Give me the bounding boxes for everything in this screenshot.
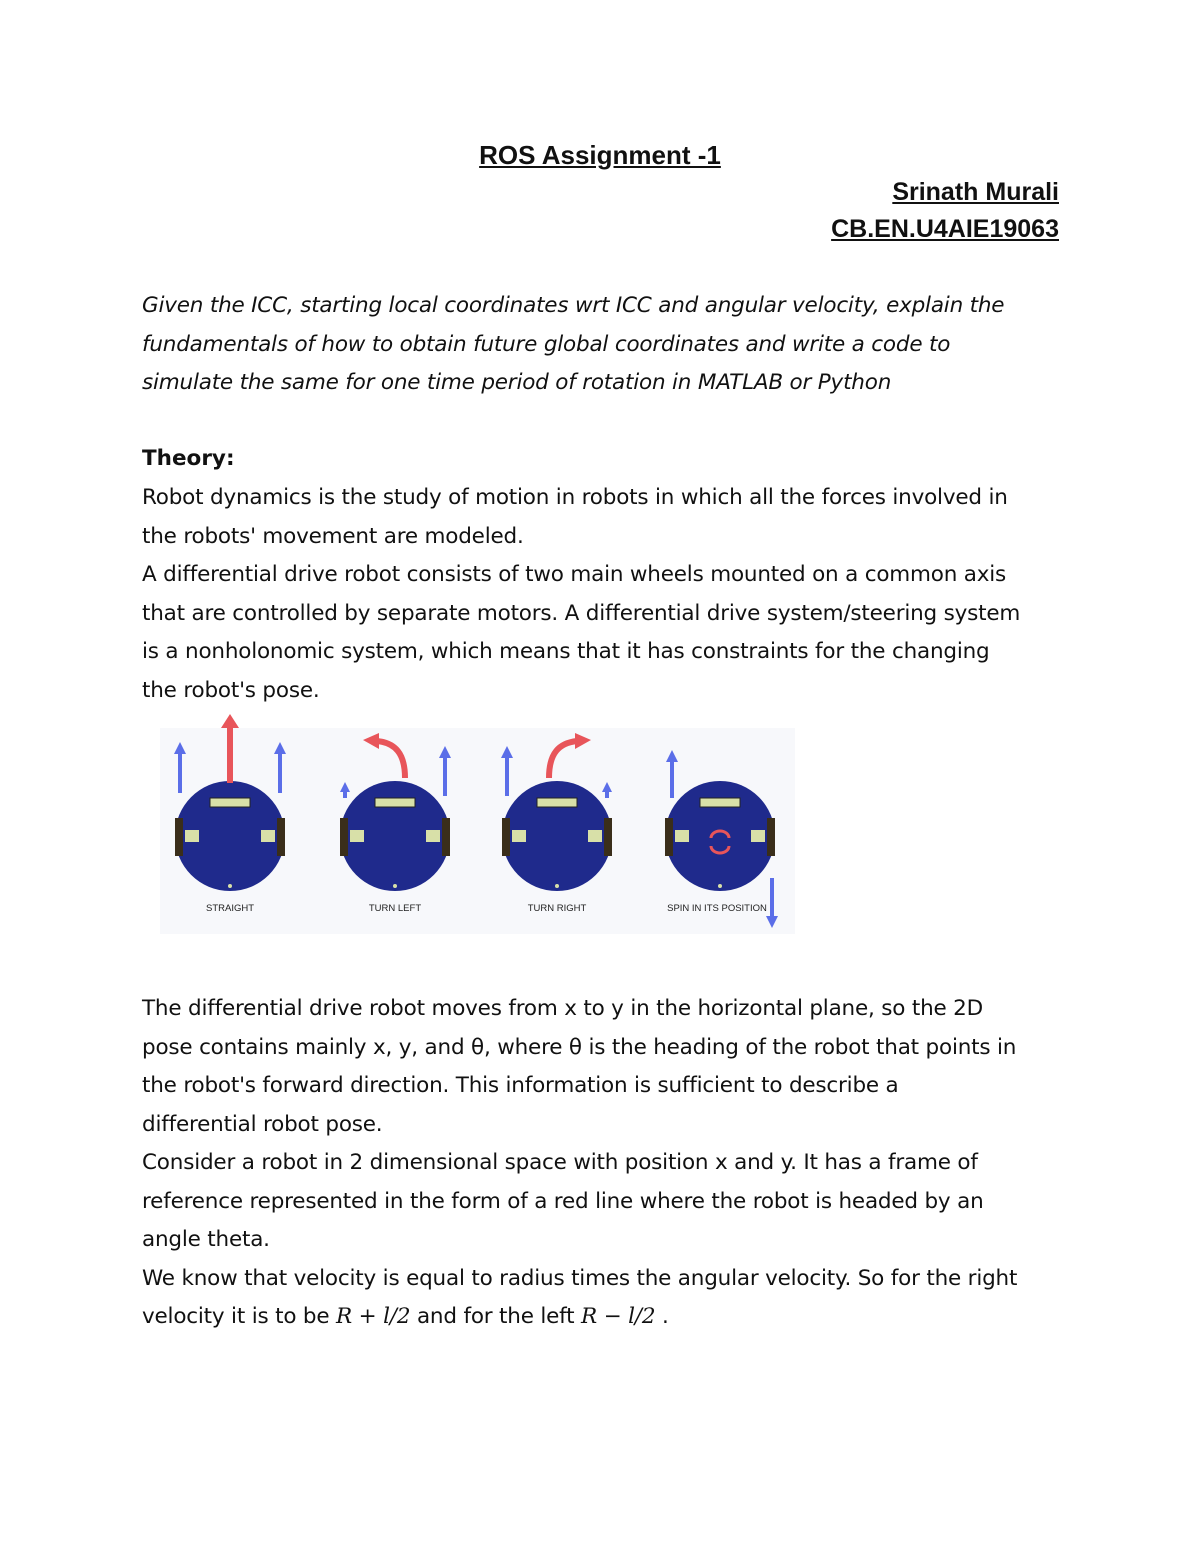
right-velocity-formula: R + l/2 [336, 1304, 411, 1329]
explanation-line: Consider a robot in 2 dimensional space with position x and y. It has a frame of [142, 1150, 978, 1175]
explanation-line: pose contains mainly x, y, and θ, where θ is the heading of the robot that points in [142, 1034, 1017, 1060]
theory-line: is a nonholonomic system, which means that it has constraints for the changing [142, 639, 990, 664]
velocity-formula-line [142, 1298, 1072, 1337]
explanation-paragraph [142, 990, 1072, 1337]
theory-line: Robot dynamics is the study of motion in robots in which all the forces involved in [142, 485, 1008, 510]
question-line: simulate the same for one time period of rotation in MATLAB or Python [142, 370, 892, 395]
theory-paragraph [142, 479, 1072, 710]
label-spin: SPIN IN ITS POSITION [667, 903, 767, 914]
document-title: ROS Assignment -1 [479, 140, 721, 170]
explanation-line: reference represented in the form of a red line where the robot is headed by an [142, 1188, 984, 1214]
question-paragraph [142, 287, 1072, 403]
question-line: fundamentals of how to obtain future global coordinates and write a code to [142, 331, 951, 357]
explanation-line: angle theta. [142, 1227, 270, 1252]
label-turn-left: TURN LEFT [368, 903, 422, 914]
theory-line: A differential drive robot consists of two main wheels mounted on a common axis [142, 562, 1007, 587]
label-turn-right: TURN RIGHT [527, 903, 587, 914]
formula-middle: and for the left [410, 1304, 582, 1329]
theory-line: the robot's pose. [142, 677, 320, 703]
author-name: Srinath Murali [892, 178, 1059, 206]
question-line: Given the ICC, starting local coordinates wrt ICC and angular velocity, explain the [142, 293, 1005, 318]
label-straight: STRAIGHT [205, 903, 255, 914]
explanation-line: differential robot pose. [142, 1111, 383, 1137]
differential-drive-figure [160, 708, 795, 934]
theory-heading: Theory: [142, 446, 235, 471]
formula-suffix: . [655, 1304, 669, 1329]
explanation-line: The differential drive robot moves from x to y in the horizontal plane, so the 2D [142, 996, 984, 1021]
left-velocity-formula: R − l/2 [581, 1304, 656, 1329]
formula-prefix: velocity it is to be [142, 1304, 337, 1329]
roll-number: CB.EN.U4AIE19063 [831, 215, 1059, 243]
theory-line: that are controlled by separate motors. A differential drive system/steering system [142, 600, 1021, 626]
explanation-line: We know that velocity is equal to radius times the angular velocity. So for the right [142, 1265, 1018, 1291]
explanation-line: the robot's forward direction. This information is sufficient to describe a [142, 1073, 899, 1098]
theory-line: the robots' movement are modeled. [142, 523, 524, 549]
